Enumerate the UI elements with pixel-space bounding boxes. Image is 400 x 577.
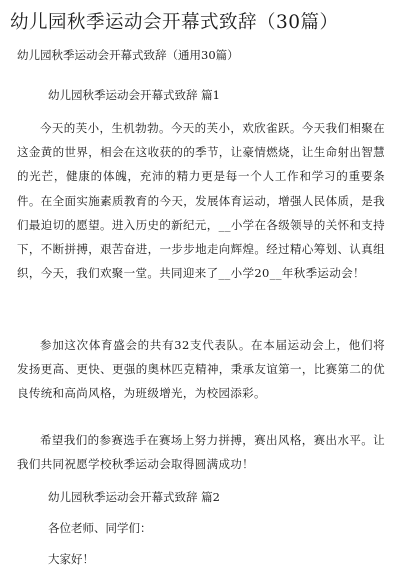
section-1-paragraph-2: 参加这次体育盛会的共有32支代表队。在本届运动会上，他们将发扬更高、更快、更强的奥林匹克精神，秉承友谊第一，比赛第二的优良传统和高尚风格，为班级增光，为校园添彩。 bbox=[17, 338, 385, 401]
section-2-heading: 幼儿园秋季运动会开幕式致辞 篇2 bbox=[48, 490, 220, 504]
salutation-line: 各位老师、同学们： bbox=[48, 521, 152, 535]
greeting-line: 大家好！ bbox=[48, 552, 94, 566]
section-1-heading: 幼儿园秋季运动会开幕式致辞 篇1 bbox=[48, 88, 220, 102]
document-title: 幼儿园秋季运动会开幕式致辞（30篇） bbox=[10, 12, 339, 33]
section-1-paragraph-3: 希望我们的参赛选手在赛场上努力拼搏，赛出风格，赛出水平。让我们共同祝愿学校秋季运动会取得圆满成功！ bbox=[17, 433, 385, 472]
section-1-paragraph-1: 今天的芙小，生机勃勃。今天的芙小，欢欣雀跃。今天我们相聚在这金黄的世界，相会在这收获的的季节，让豪情燃烧，让生命射出智慧的光芒，健康的体魄，充沛的精力更是每一个人工作和学习的重要条件。在全面实施素质教育的今天，发展体育运动，增强人民体质，是我们最迫切的愿望。进入历史的新纪元，__小学在各级领导的关怀和支持下，不断拼搏，艰苦奋进，一步步地走向辉煌。经过精心筹划、认真组织，今天，我们欢聚一堂。共同迎来了__小学20__年秋季运动会！ bbox=[17, 121, 385, 281]
document-subtitle: 幼儿园秋季运动会开幕式致辞（通用30篇） bbox=[17, 48, 239, 62]
